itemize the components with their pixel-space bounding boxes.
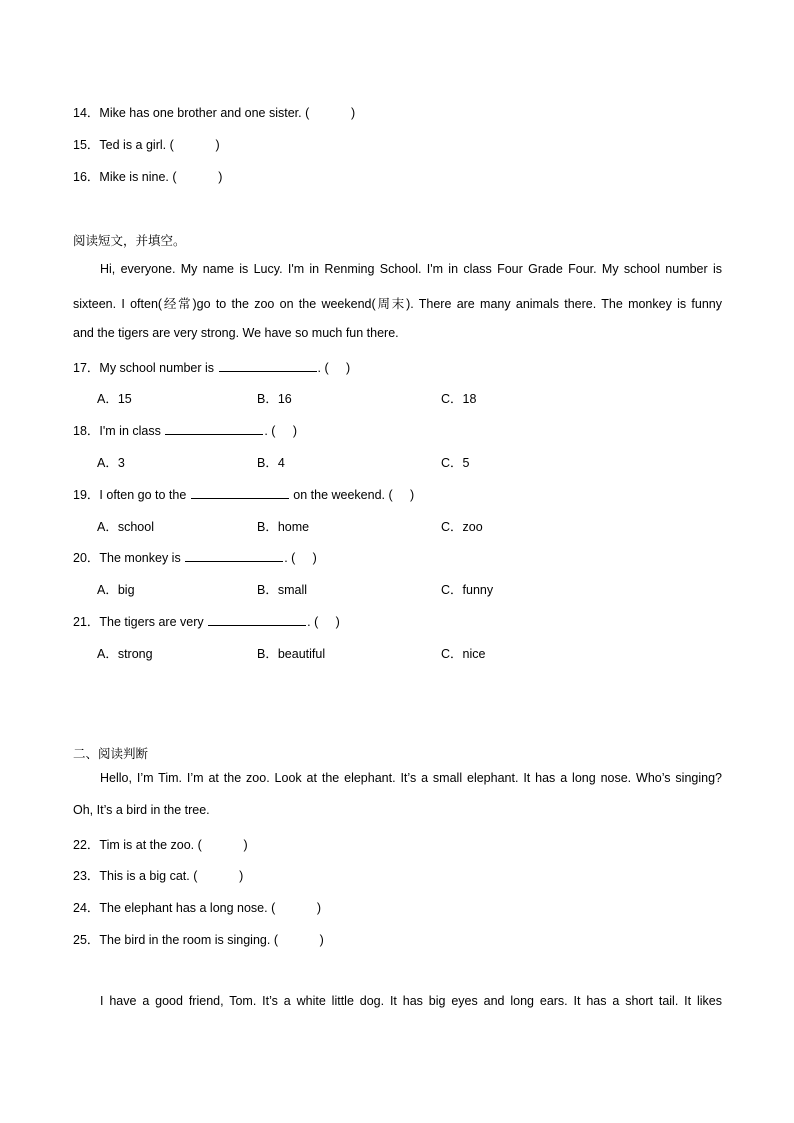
answer-paren[interactable]: ( ): [169, 138, 220, 152]
option-c[interactable]: C．nice: [441, 647, 486, 661]
option-b[interactable]: B．16: [257, 392, 292, 406]
fill-blank[interactable]: [208, 613, 306, 626]
options-20: [97, 580, 697, 596]
number-separator: ．: [86, 138, 100, 152]
options-21: [97, 644, 697, 660]
question-text: This is a big cat.: [99, 869, 190, 883]
question-text-end: . ( ): [317, 361, 351, 375]
option-a[interactable]: A．3: [97, 456, 125, 470]
question-22: [73, 835, 248, 853]
question-24: [73, 898, 321, 916]
options-17: [97, 389, 697, 405]
question-number: 25: [73, 933, 87, 947]
number-separator: ．: [86, 361, 100, 375]
question-text-end: . ( ): [264, 424, 297, 438]
option-b[interactable]: B．home: [257, 520, 310, 534]
number-separator: ．: [86, 838, 100, 852]
question-number: 14: [73, 106, 87, 120]
options-19: [97, 517, 697, 533]
option-b[interactable]: B．4: [257, 456, 285, 470]
question-text: I often go to the: [99, 488, 187, 502]
question-text: Ted is a girl.: [99, 138, 167, 152]
answer-paren[interactable]: ( ): [172, 170, 223, 184]
section-two-passage-line-2: Oh, It’s a bird in the tree.: [73, 803, 210, 817]
question-text-end: . ( ): [284, 551, 317, 565]
fill-blank[interactable]: [165, 422, 263, 435]
question-text: Tim is at the zoo.: [99, 838, 195, 852]
question-number: 24: [73, 901, 87, 915]
number-separator: ．: [86, 901, 100, 915]
next-passage-line-1: I have a good friend, Tom. It’s a white little dog. It has big eyes and long ears. It has a short tail. It likes: [100, 994, 722, 1008]
question-text: The bird in the room is singing.: [99, 933, 271, 947]
question-number: 20: [73, 551, 87, 565]
question-text: Mike is nine.: [99, 170, 169, 184]
answer-paren[interactable]: ( ): [305, 106, 356, 120]
option-c[interactable]: C．zoo: [441, 520, 483, 534]
question-23: [73, 866, 243, 884]
question-text: The tigers are very: [99, 615, 204, 629]
section-two-passage-line-1: Hello, I’m Tim. I’m at the zoo. Look at the elephant. It’s a small elephant. It has a long nose. Who’s singing?: [100, 771, 722, 785]
question-text: My school number is: [99, 361, 215, 375]
question-number: 23: [73, 869, 87, 883]
number-separator: ．: [86, 869, 100, 883]
number-separator: ．: [86, 551, 100, 565]
option-a[interactable]: A．15: [97, 392, 132, 406]
passage-line-2: sixteen. I often(经常)go to the zoo on the weekend(周末). There are many animals there. The monkey is funny: [73, 297, 722, 311]
option-a[interactable]: A．big: [97, 583, 135, 597]
question-20: [73, 548, 317, 566]
option-b[interactable]: B．beautiful: [257, 647, 326, 661]
answer-paren[interactable]: ( ): [197, 838, 248, 852]
question-number: 19: [73, 488, 87, 502]
option-c[interactable]: C．funny: [441, 583, 494, 597]
question-14: [73, 103, 355, 121]
question-number: 18: [73, 424, 87, 438]
question-text: The elephant has a long nose.: [99, 901, 268, 915]
option-c[interactable]: C．5: [441, 456, 470, 470]
section-heading: 二、阅读判断: [73, 746, 149, 761]
fill-blank[interactable]: [219, 359, 317, 372]
fill-blank[interactable]: [191, 486, 289, 499]
question-text-end: on the weekend. ( ): [293, 488, 415, 502]
number-separator: ．: [86, 424, 100, 438]
fill-blank[interactable]: [185, 549, 283, 562]
question-18: [73, 421, 297, 439]
question-number: 22: [73, 838, 87, 852]
question-number: 15: [73, 138, 87, 152]
question-25: [73, 930, 324, 948]
number-separator: ．: [86, 170, 100, 184]
question-number: 17: [73, 361, 87, 375]
number-separator: ．: [86, 615, 100, 629]
question-text-end: . ( ): [307, 615, 340, 629]
passage-line-3: and the tigers are very strong. We have so much fun there.: [73, 326, 399, 340]
question-text: The monkey is: [99, 551, 181, 565]
question-text: I'm in class: [99, 424, 161, 438]
question-17: [73, 358, 350, 376]
question-number: 16: [73, 170, 87, 184]
passage-line-1: Hi, everyone. My name is Lucy. I'm in Renming School. I'm in class Four Grade Four. My school number is: [100, 262, 722, 276]
options-18: [97, 453, 697, 469]
question-19: [73, 485, 414, 503]
question-21: [73, 612, 340, 630]
answer-paren[interactable]: ( ): [273, 933, 324, 947]
question-16: [73, 167, 222, 185]
number-separator: ．: [86, 106, 100, 120]
question-15: [73, 135, 220, 153]
question-text: Mike has one brother and one sister.: [99, 106, 302, 120]
answer-paren[interactable]: ( ): [271, 901, 322, 915]
option-a[interactable]: A．school: [97, 520, 154, 534]
answer-paren[interactable]: ( ): [193, 869, 244, 883]
option-b[interactable]: B．small: [257, 583, 308, 597]
question-number: 21: [73, 615, 87, 629]
option-c[interactable]: C．18: [441, 392, 477, 406]
option-a[interactable]: A．strong: [97, 647, 153, 661]
number-separator: ．: [86, 933, 100, 947]
number-separator: ．: [86, 488, 100, 502]
reading-instruction: 阅读短文，并填空。: [73, 233, 186, 248]
